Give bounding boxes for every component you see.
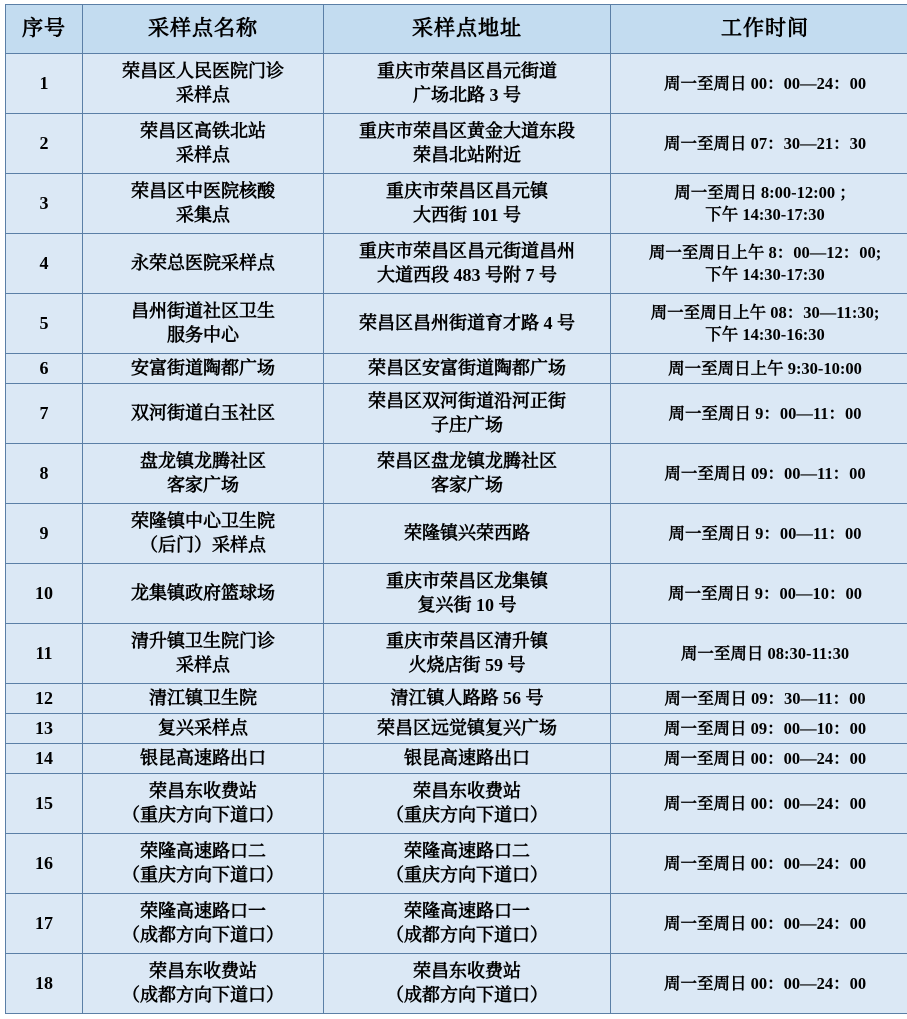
table-row: [6, 354, 907, 384]
header-site-name: 采样点名称: [83, 5, 324, 54]
table-row: [6, 744, 907, 774]
cell-index: 3: [6, 174, 83, 234]
table-row: [6, 564, 907, 624]
cell-site-name: 荣昌东收费站 （成都方向下道口）: [83, 954, 324, 1014]
cell-site-address: 清江镇人路路 56 号: [324, 684, 611, 714]
cell-site-name: 荣昌区中医院核酸 采集点: [83, 174, 324, 234]
cell-site-name: 复兴采样点: [83, 714, 324, 744]
cell-working-hours: 周一至周日 00：00—24：00: [611, 774, 907, 834]
cell-site-name: 荣隆镇中心卫生院 （后门）采样点: [83, 504, 324, 564]
cell-working-hours: 周一至周日 09：00—11：00: [611, 444, 907, 504]
cell-site-name: 昌州街道社区卫生 服务中心: [83, 294, 324, 354]
cell-index: 2: [6, 114, 83, 174]
cell-site-address: 荣隆镇兴荣西路: [324, 504, 611, 564]
cell-site-address: 重庆市荣昌区龙集镇 复兴街 10 号: [324, 564, 611, 624]
cell-site-name: 盘龙镇龙腾社区 客家广场: [83, 444, 324, 504]
sampling-sites-table: [5, 4, 907, 1014]
cell-index: 4: [6, 234, 83, 294]
cell-index: 8: [6, 444, 83, 504]
cell-site-address: 荣昌区盘龙镇龙腾社区 客家广场: [324, 444, 611, 504]
cell-site-name: 龙集镇政府篮球场: [83, 564, 324, 624]
table-row: [6, 444, 907, 504]
cell-index: 6: [6, 354, 83, 384]
cell-site-name: 荣昌东收费站 （重庆方向下道口）: [83, 774, 324, 834]
cell-site-address: 荣昌区远觉镇复兴广场: [324, 714, 611, 744]
table-row: [6, 834, 907, 894]
table-row: [6, 774, 907, 834]
cell-index: 9: [6, 504, 83, 564]
cell-site-address: 荣昌区安富街道陶都广场: [324, 354, 611, 384]
cell-site-address: 重庆市荣昌区昌元镇 大西街 101 号: [324, 174, 611, 234]
cell-site-name: 清升镇卫生院门诊 采样点: [83, 624, 324, 684]
cell-index: 18: [6, 954, 83, 1014]
cell-site-address: 荣昌区昌州街道育才路 4 号: [324, 294, 611, 354]
cell-index: 7: [6, 384, 83, 444]
cell-site-address: 重庆市荣昌区黄金大道东段 荣昌北站附近: [324, 114, 611, 174]
table-row: [6, 384, 907, 444]
table-row: [6, 174, 907, 234]
header-site-address: 采样点地址: [324, 5, 611, 54]
cell-working-hours: 周一至周日 9：00—10：00: [611, 564, 907, 624]
cell-site-name: 荣昌区人民医院门诊 采样点: [83, 54, 324, 114]
table-row: [6, 294, 907, 354]
cell-index: 16: [6, 834, 83, 894]
cell-site-name: 荣隆高速路口二 （重庆方向下道口）: [83, 834, 324, 894]
cell-index: 14: [6, 744, 83, 774]
cell-working-hours: 周一至周日 9：00—11：00: [611, 504, 907, 564]
table-row: [6, 54, 907, 114]
cell-working-hours: 周一至周日 09：30—11：00: [611, 684, 907, 714]
cell-site-name: 安富街道陶都广场: [83, 354, 324, 384]
cell-site-address: 重庆市荣昌区清升镇 火烧店街 59 号: [324, 624, 611, 684]
cell-working-hours: 周一至周日 9：00—11：00: [611, 384, 907, 444]
table-row: [6, 624, 907, 684]
cell-working-hours: 周一至周日上午 8：00—12：00; 下午 14:30-17:30: [611, 234, 907, 294]
table-row: [6, 714, 907, 744]
cell-site-address: 荣昌区双河街道沿河正街 子庄广场: [324, 384, 611, 444]
cell-working-hours: 周一至周日 00：00—24：00: [611, 744, 907, 774]
header-index: 序号: [6, 5, 83, 54]
table-header: [6, 5, 907, 54]
table-row: [6, 684, 907, 714]
table-row: [6, 234, 907, 294]
cell-working-hours: 周一至周日 09：00—10：00: [611, 714, 907, 744]
cell-index: 13: [6, 714, 83, 744]
cell-site-name: 清江镇卫生院: [83, 684, 324, 714]
cell-working-hours: 周一至周日 00：00—24：00: [611, 894, 907, 954]
table-row: [6, 504, 907, 564]
cell-index: 15: [6, 774, 83, 834]
header-row: [6, 5, 907, 54]
cell-site-address: 荣昌东收费站 （成都方向下道口）: [324, 954, 611, 1014]
cell-index: 1: [6, 54, 83, 114]
cell-site-name: 永荣总医院采样点: [83, 234, 324, 294]
cell-index: 10: [6, 564, 83, 624]
cell-index: 5: [6, 294, 83, 354]
table-row: [6, 114, 907, 174]
table-row: [6, 894, 907, 954]
cell-site-name: 银昆高速路出口: [83, 744, 324, 774]
cell-site-name: 荣昌区高铁北站 采样点: [83, 114, 324, 174]
cell-working-hours: 周一至周日 00：00—24：00: [611, 54, 907, 114]
cell-working-hours: 周一至周日 8:00-12:00 ； 下午 14:30-17:30: [611, 174, 907, 234]
cell-site-address: 银昆高速路出口: [324, 744, 611, 774]
cell-site-address: 荣隆高速路口一 （成都方向下道口）: [324, 894, 611, 954]
cell-site-address: 荣昌东收费站 （重庆方向下道口）: [324, 774, 611, 834]
cell-site-address: 重庆市荣昌区昌元街道 广场北路 3 号: [324, 54, 611, 114]
cell-working-hours: 周一至周日上午 9:30-10:00: [611, 354, 907, 384]
cell-working-hours: 周一至周日 08:30-11:30: [611, 624, 907, 684]
cell-index: 12: [6, 684, 83, 714]
cell-working-hours: 周一至周日上午 08：30—11:30; 下午 14:30-16:30: [611, 294, 907, 354]
cell-working-hours: 周一至周日 00：00—24：00: [611, 954, 907, 1014]
cell-index: 11: [6, 624, 83, 684]
cell-working-hours: 周一至周日 07：30—21：30: [611, 114, 907, 174]
cell-working-hours: 周一至周日 00：00—24：00: [611, 834, 907, 894]
cell-site-address: 重庆市荣昌区昌元街道昌州 大道西段 483 号附 7 号: [324, 234, 611, 294]
cell-site-name: 荣隆高速路口一 （成都方向下道口）: [83, 894, 324, 954]
cell-site-name: 双河街道白玉社区: [83, 384, 324, 444]
header-working-hours: 工作时间: [611, 5, 907, 54]
cell-site-address: 荣隆高速路口二 （重庆方向下道口）: [324, 834, 611, 894]
table-body: [6, 54, 907, 1014]
cell-index: 17: [6, 894, 83, 954]
